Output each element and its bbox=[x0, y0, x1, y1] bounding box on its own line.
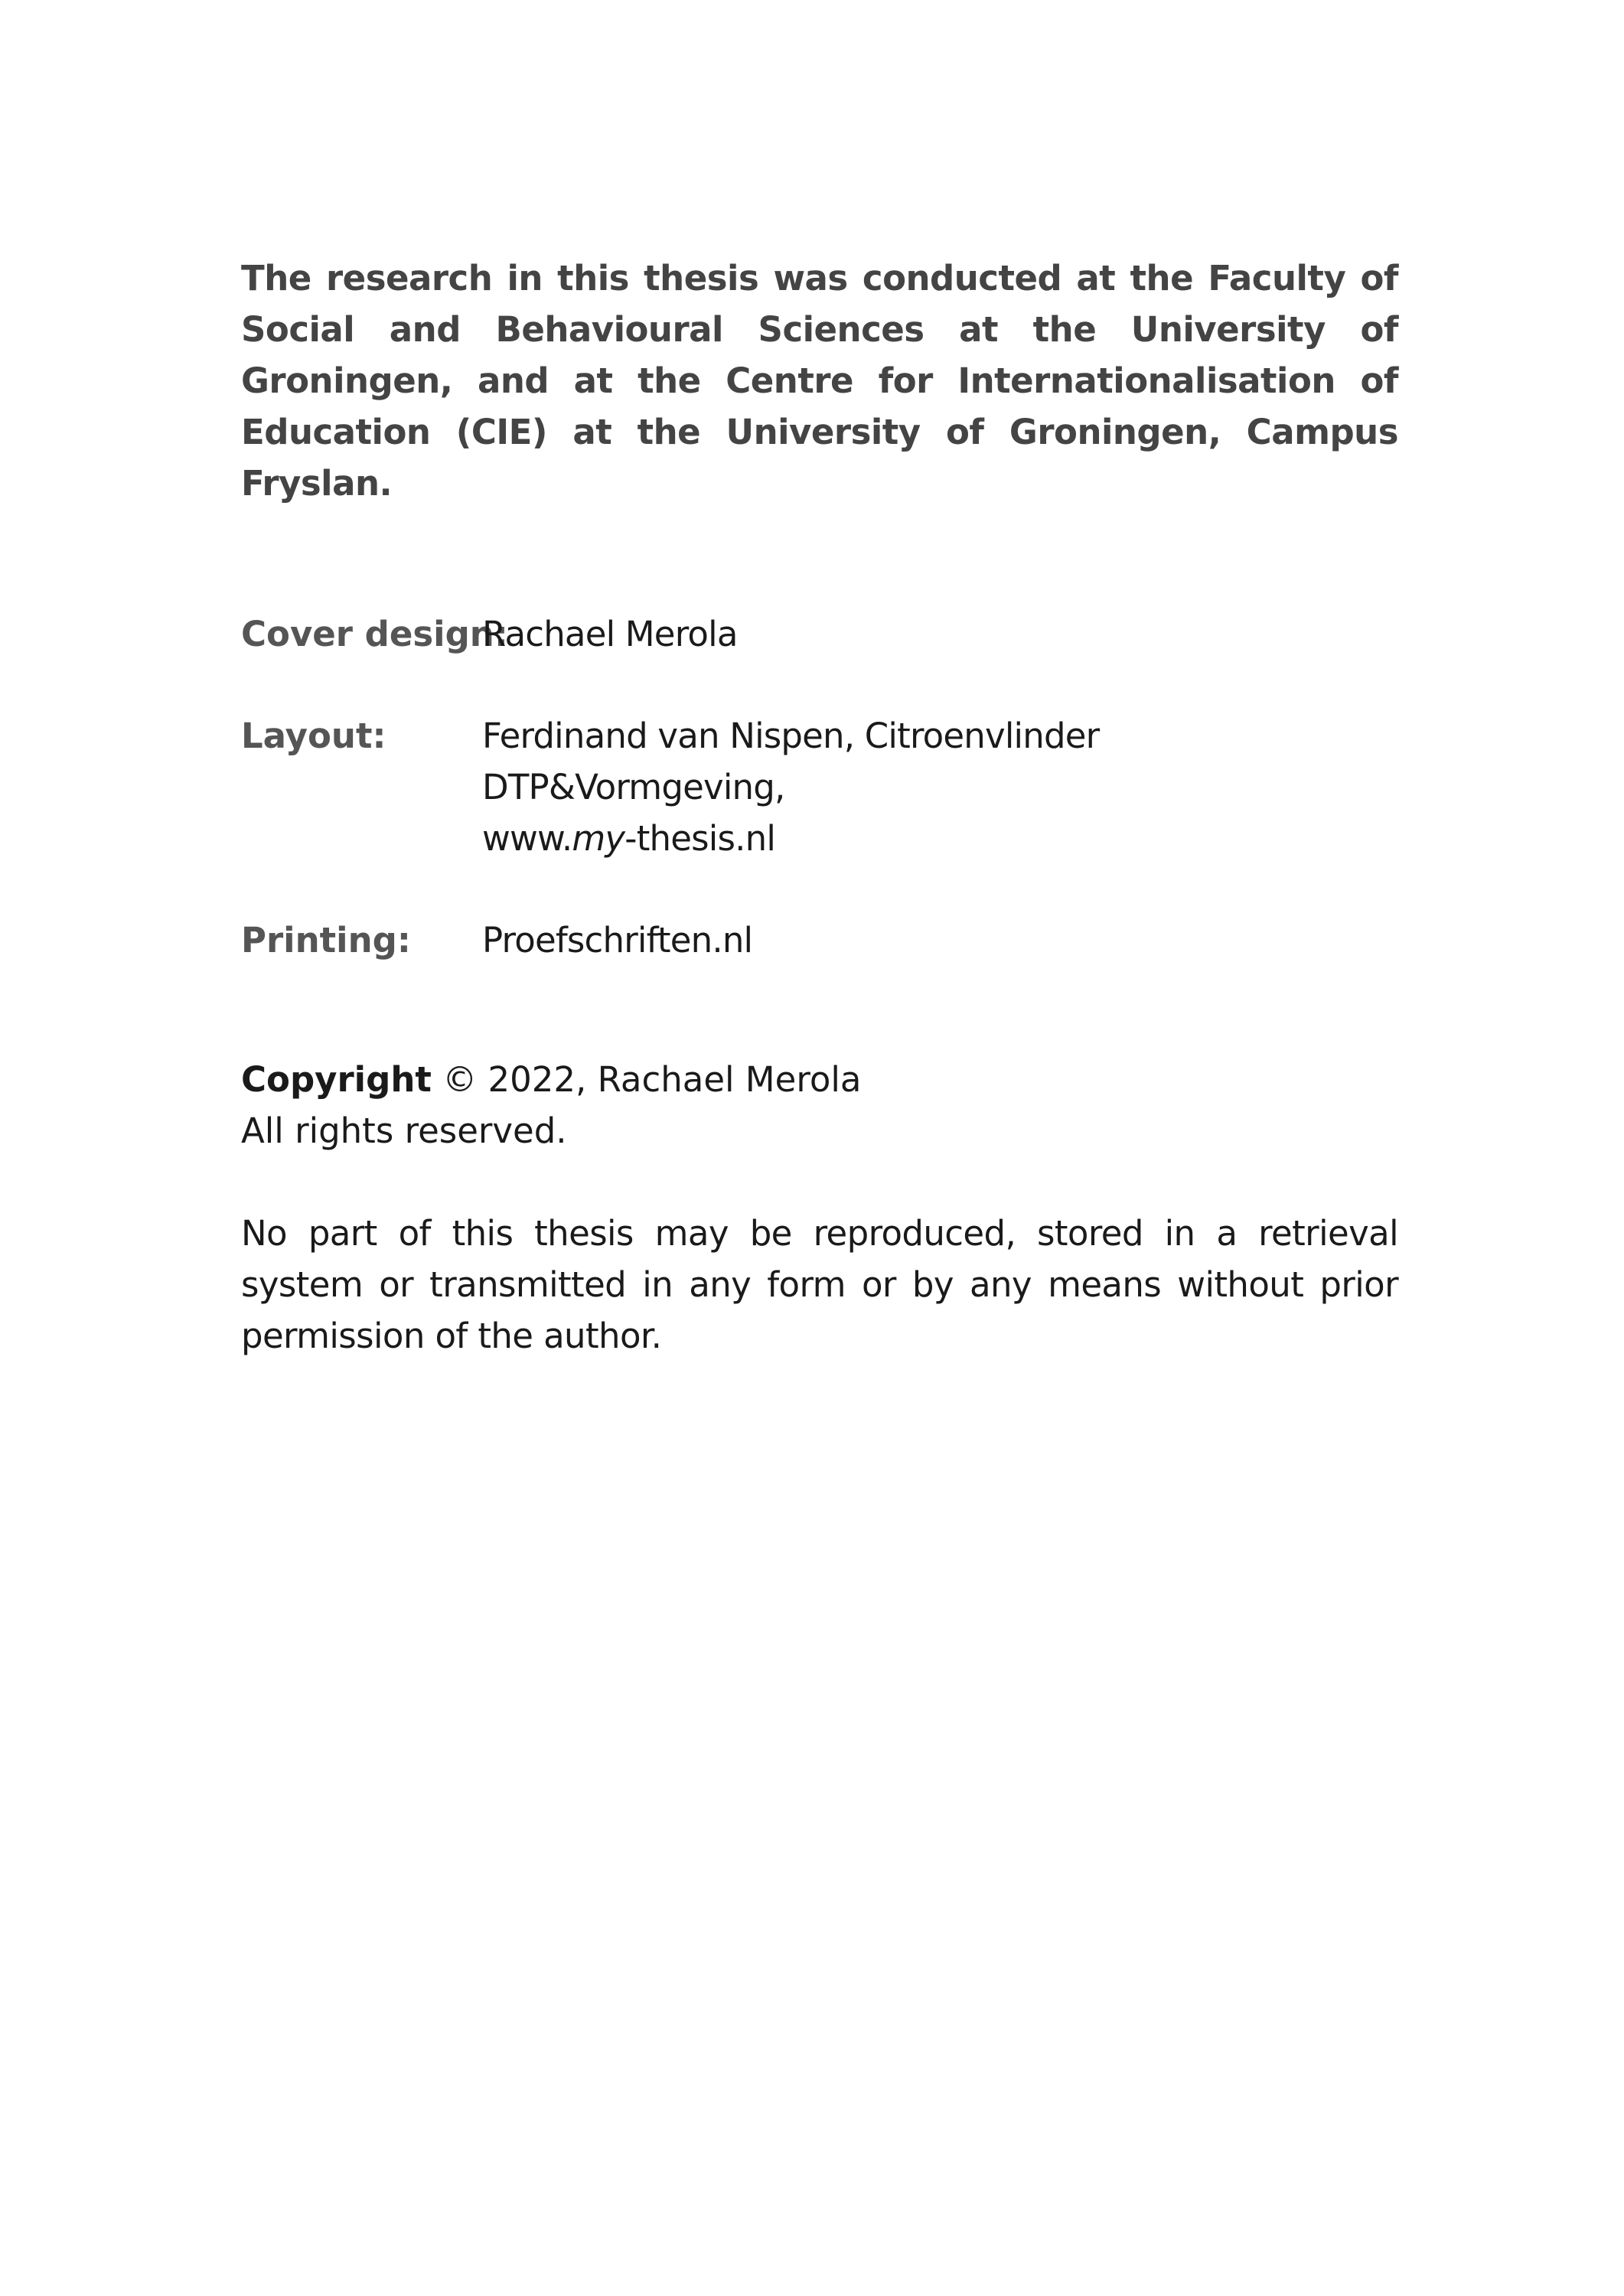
copyright-section bbox=[241, 1054, 1398, 1156]
layout-url-prefix: www. bbox=[482, 818, 572, 859]
printing-value: Proefschriften.nl bbox=[482, 920, 753, 960]
layout-url bbox=[482, 813, 1398, 864]
printing-label: Printing: bbox=[241, 920, 411, 960]
credit-layout bbox=[241, 710, 1398, 864]
cover-design-label: Cover design: bbox=[241, 614, 508, 654]
copyright-line bbox=[241, 1054, 1398, 1105]
layout-value-line1: Ferdinand van Nispen, Citroenvlinder DTP&Vormgeving, bbox=[482, 716, 1100, 807]
research-statement: The research in this thesis was conducted at the Faculty of Social and Behavioural Sciences at the University of Groningen, and at the Centre for Internationalisation of Education (CIE) at the University of Groningen, Campus Fryslan. bbox=[241, 258, 1398, 504]
rights-reserved: All rights reserved. bbox=[241, 1110, 567, 1151]
copyright-text: © 2022, Rachael Merola bbox=[442, 1059, 862, 1100]
layout-url-suffix: -thesis.nl bbox=[624, 818, 776, 859]
credit-printing bbox=[241, 915, 1398, 966]
layout-url-italic: my bbox=[572, 818, 625, 859]
credits-section bbox=[241, 608, 1398, 966]
copyright-label: Copyright bbox=[241, 1059, 432, 1100]
colophon-page bbox=[241, 253, 1398, 1396]
layout-label: Layout: bbox=[241, 716, 386, 756]
reproduction-notice: No part of this thesis may be reproduced, stored in a retrieval system or transmitted in any form or by any means without prior permission of the author. bbox=[241, 1213, 1398, 1356]
layout-value bbox=[482, 710, 1398, 864]
credit-cover-design bbox=[241, 608, 1398, 660]
cover-design-value: Rachael Merola bbox=[482, 614, 738, 654]
